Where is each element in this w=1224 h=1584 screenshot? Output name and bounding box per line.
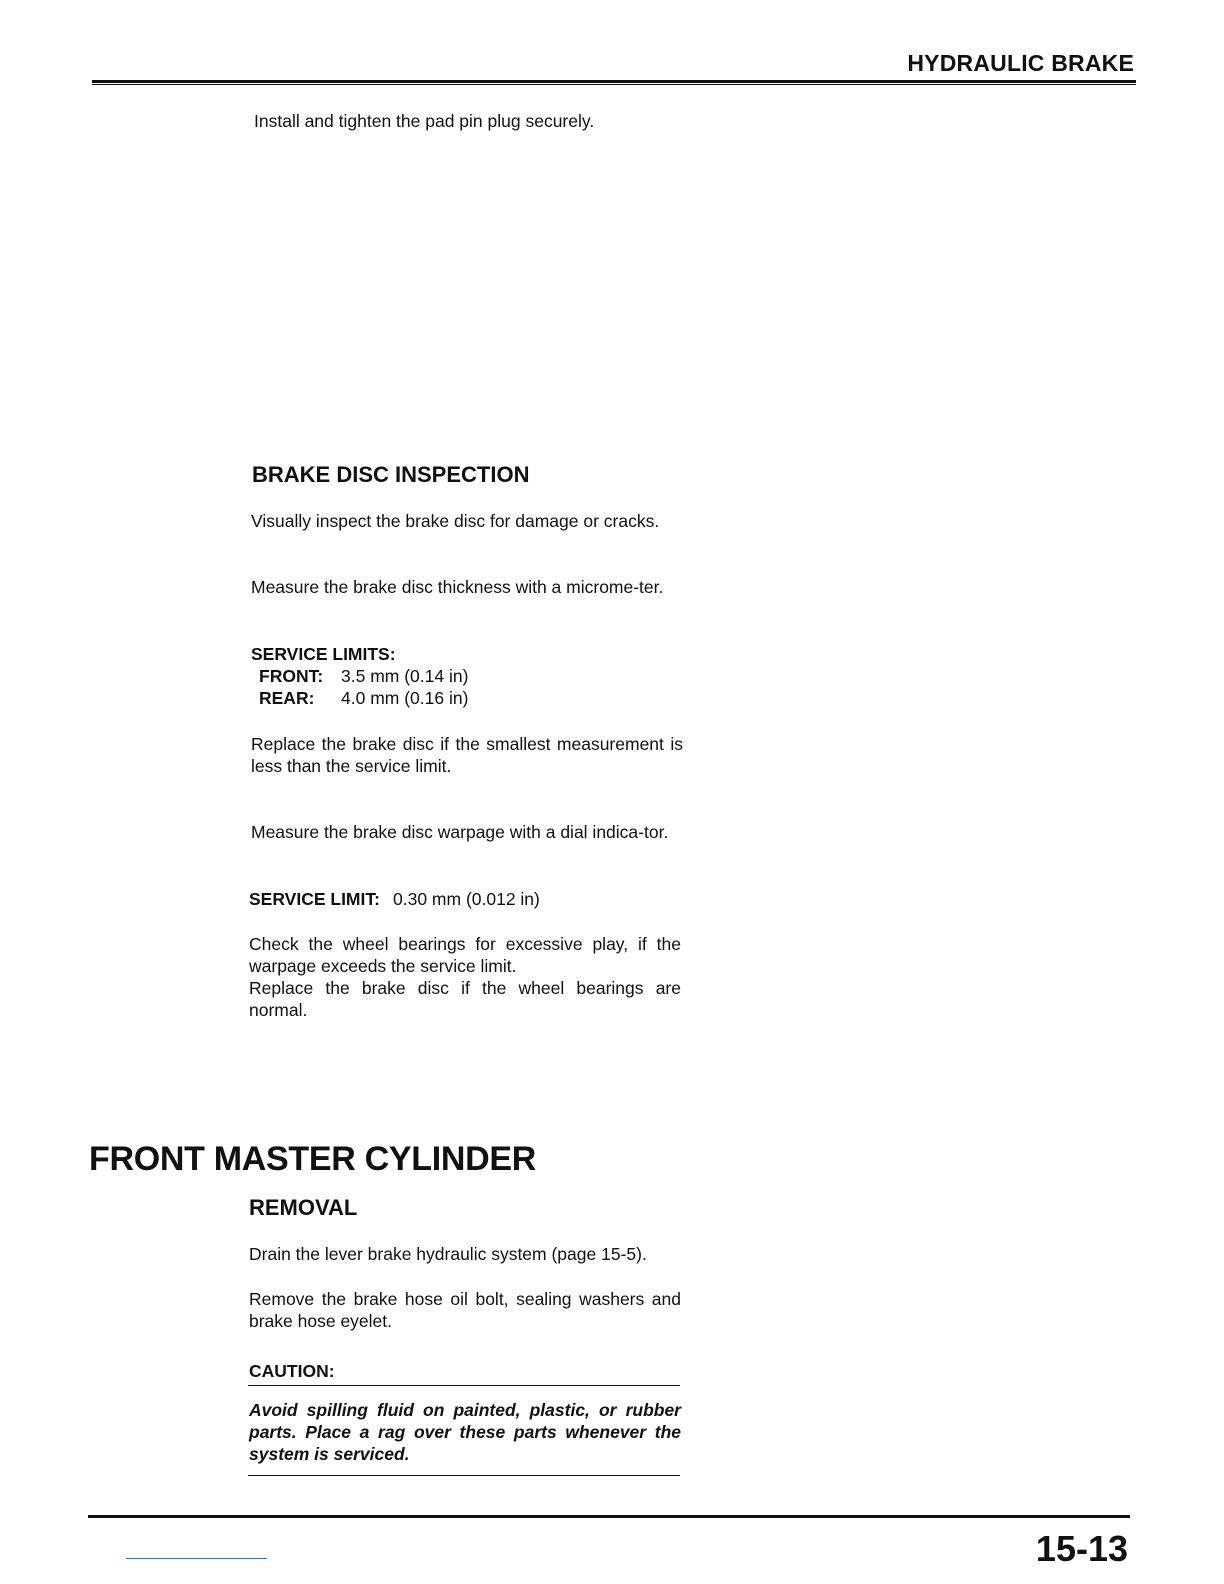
spec-front-row <box>259 665 468 687</box>
spec-front-label: FRONT: <box>259 666 324 686</box>
footer-link-underline <box>126 1558 267 1559</box>
header-rule <box>92 80 1136 83</box>
brake-disc-paragraph-4: Measure the brake disc warpage with a dial indica-tor. <box>251 822 669 842</box>
header-rule-thin <box>92 84 1136 85</box>
service-limit-row <box>249 888 540 910</box>
spec-rear-label: REAR: <box>259 688 315 708</box>
removal-paragraph-1: Drain the lever brake hydraulic system (page 15-5). <box>249 1244 647 1264</box>
removal-heading: REMOVAL <box>249 1195 358 1220</box>
caution-label: CAUTION: <box>249 1361 335 1381</box>
brake-disc-paragraph-5b: Replace the brake disc if the wheel bearings are normal. <box>249 978 681 1020</box>
service-limit-label: SERVICE LIMIT: <box>249 889 380 909</box>
service-limits-label: SERVICE LIMITS: <box>251 644 396 664</box>
brake-disc-paragraph-2: Measure the brake disc thickness with a microme-ter. <box>251 577 664 597</box>
footer-rule <box>88 1515 1130 1518</box>
brake-disc-paragraph-5a: Check the wheel bearings for excessive play, if the warpage exceeds the service limit. <box>249 934 681 976</box>
section-header: HYDRAULIC BRAKE <box>907 50 1134 76</box>
removal-paragraph-2: Remove the brake hose oil bolt, sealing washers and brake hose eyelet. <box>249 1289 681 1331</box>
caution-bottom-rule <box>248 1475 680 1476</box>
caution-text: Avoid spilling fluid on painted, plastic, or rubber parts. Place a rag over these parts whenever the system is serviced. <box>249 1400 681 1464</box>
spec-rear-value: 4.0 mm (0.16 in) <box>341 688 469 708</box>
brake-disc-paragraph-1: Visually inspect the brake disc for damage or cracks. <box>251 511 660 531</box>
brake-disc-heading: BRAKE DISC INSPECTION <box>252 462 530 487</box>
page-number: 15-13 <box>1035 1528 1128 1569</box>
spec-front-value: 3.5 mm (0.14 in) <box>341 666 469 686</box>
caution-top-rule <box>248 1385 680 1386</box>
intro-paragraph: Install and tighten the pad pin plug securely. <box>254 111 595 131</box>
spec-rear-row <box>259 687 468 709</box>
service-limit-value: 0.30 mm (0.012 in) <box>393 889 540 909</box>
brake-disc-paragraph-3: Replace the brake disc if the smallest measurement is less than the service limit. <box>251 734 683 776</box>
master-cylinder-heading: FRONT MASTER CYLINDER <box>89 1140 537 1178</box>
